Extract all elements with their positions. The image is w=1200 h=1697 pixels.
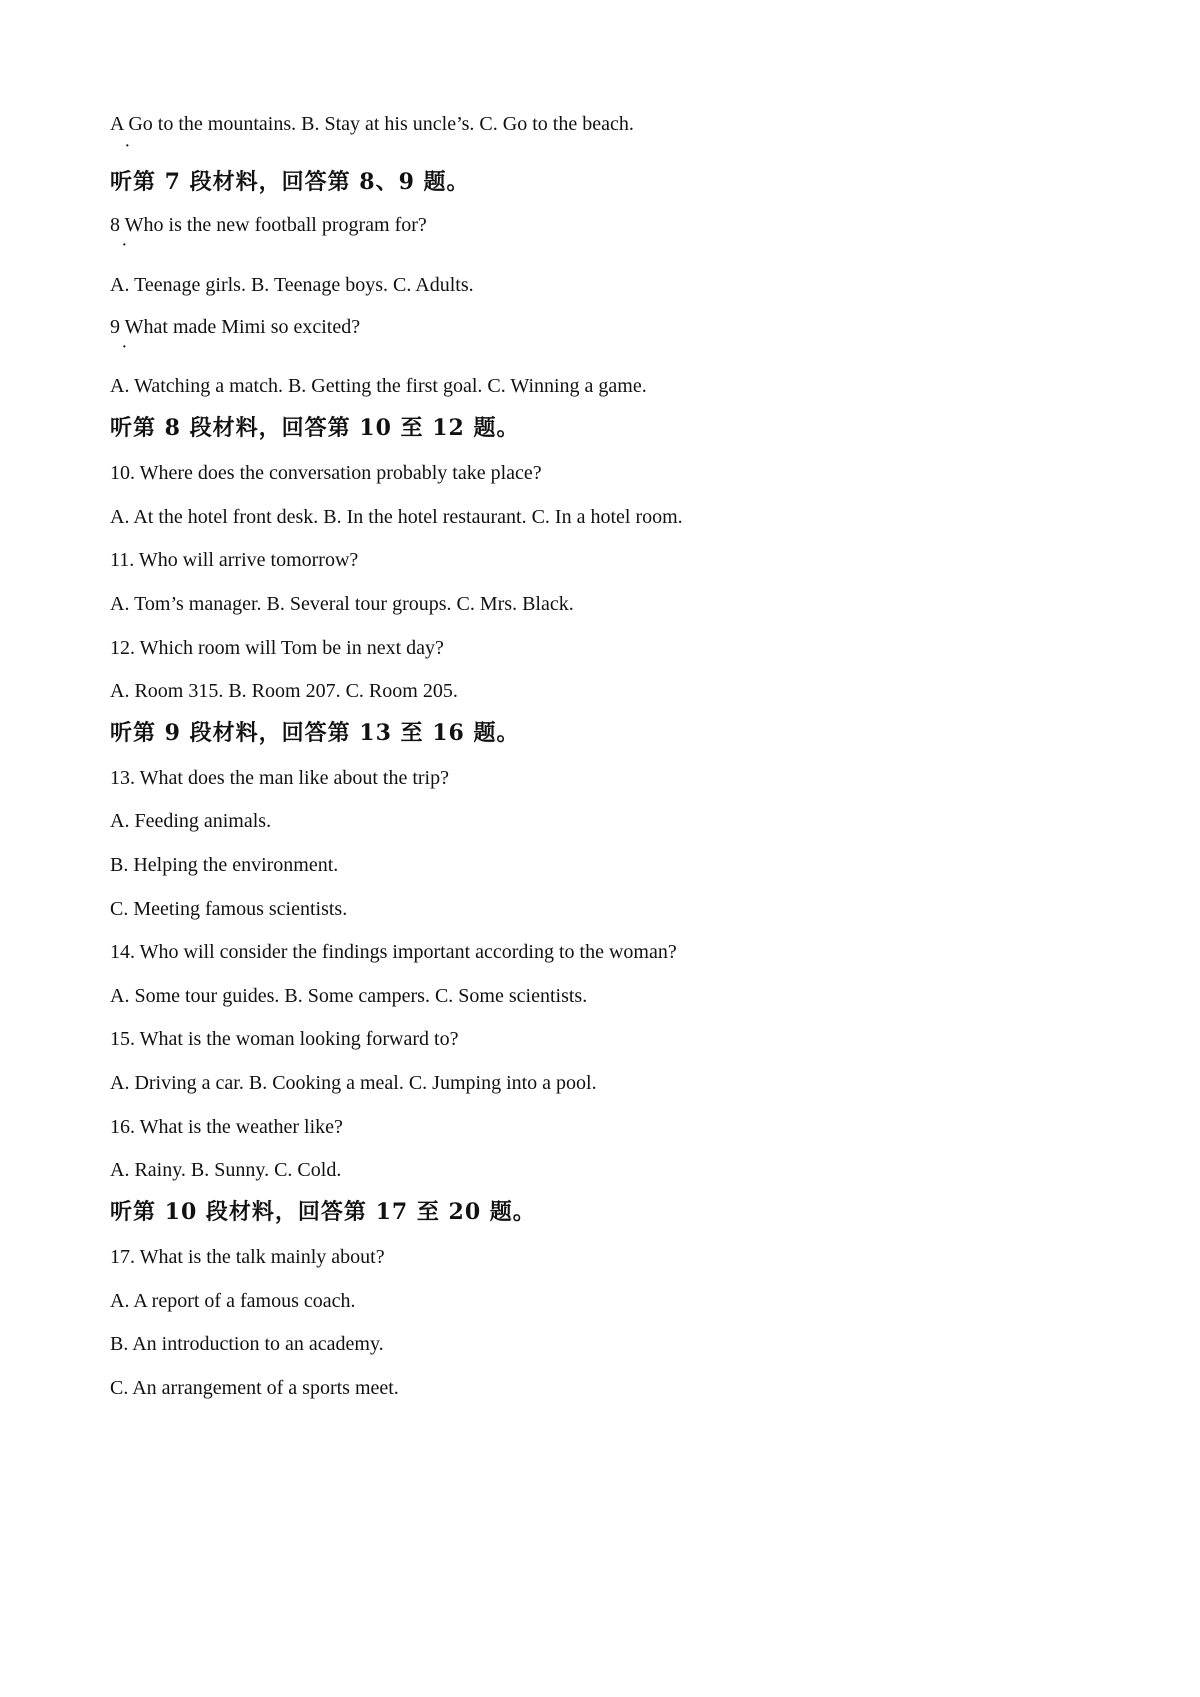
number-dot: · [122,340,127,355]
q15-options: A. Driving a car. B. Cooking a meal. C. Jumping into a pool. [110,1072,597,1094]
question-10: 10. Where does the conversation probably take place? [110,462,542,484]
q17-option-b: B. An introduction to an academy. [110,1333,384,1355]
q9-options: A. Watching a match. B. Getting the first goal. C. Winning a game. [110,375,647,397]
section-10-heading: 听第 10 段材料，回答第 17 至 20 题。 [110,1199,536,1225]
question-14: 14. Who will consider the findings important according to the woman? [110,941,677,963]
q17-option-a: A. A report of a famous coach. [110,1290,356,1312]
q17-option-c: C. An arrangement of a sports meet. [110,1377,399,1399]
q13-option-a: A. Feeding animals. [110,810,272,832]
number-dot: · [125,139,130,154]
question-12: 12. Which room will Tom be in next day? [110,637,444,659]
section-9-heading: 听第 9 段材料，回答第 13 至 16 题。 [110,720,520,746]
question-8: 8 Who is the new football program for? [110,214,427,236]
q16-options: A. Rainy. B. Sunny. C. Cold. [110,1159,342,1181]
question-15: 15. What is the woman looking forward to? [110,1028,459,1050]
q13-option-c: C. Meeting famous scientists. [110,898,348,920]
q14-options: A. Some tour guides. B. Some campers. C. Some scientists. [110,985,588,1007]
question-16: 16. What is the weather like? [110,1116,343,1138]
question-17: 17. What is the talk mainly about? [110,1246,385,1268]
question-9: 9 What made Mimi so excited? [110,316,361,338]
q7-options: A Go to the mountains. B. Stay at his uncle’s. C. Go to the beach. [110,113,634,135]
section-7-heading: 听第 7 段材料，回答第 8、9 题。 [110,169,470,195]
question-11: 11. Who will arrive tomorrow? [110,549,359,571]
q8-options: A. Teenage girls. B. Teenage boys. C. Adults. [110,274,474,296]
q12-options: A. Room 315. B. Room 207. C. Room 205. [110,680,458,702]
q10-options: A. At the hotel front desk. B. In the hotel restaurant. C. In a hotel room. [110,506,683,528]
q13-option-b: B. Helping the environment. [110,854,339,876]
q11-options: A. Tom’s manager. B. Several tour groups. C. Mrs. Black. [110,593,574,615]
number-dot: · [122,238,127,253]
section-8-heading: 听第 8 段材料，回答第 10 至 12 题。 [110,415,520,441]
question-13: 13. What does the man like about the trip? [110,767,449,789]
